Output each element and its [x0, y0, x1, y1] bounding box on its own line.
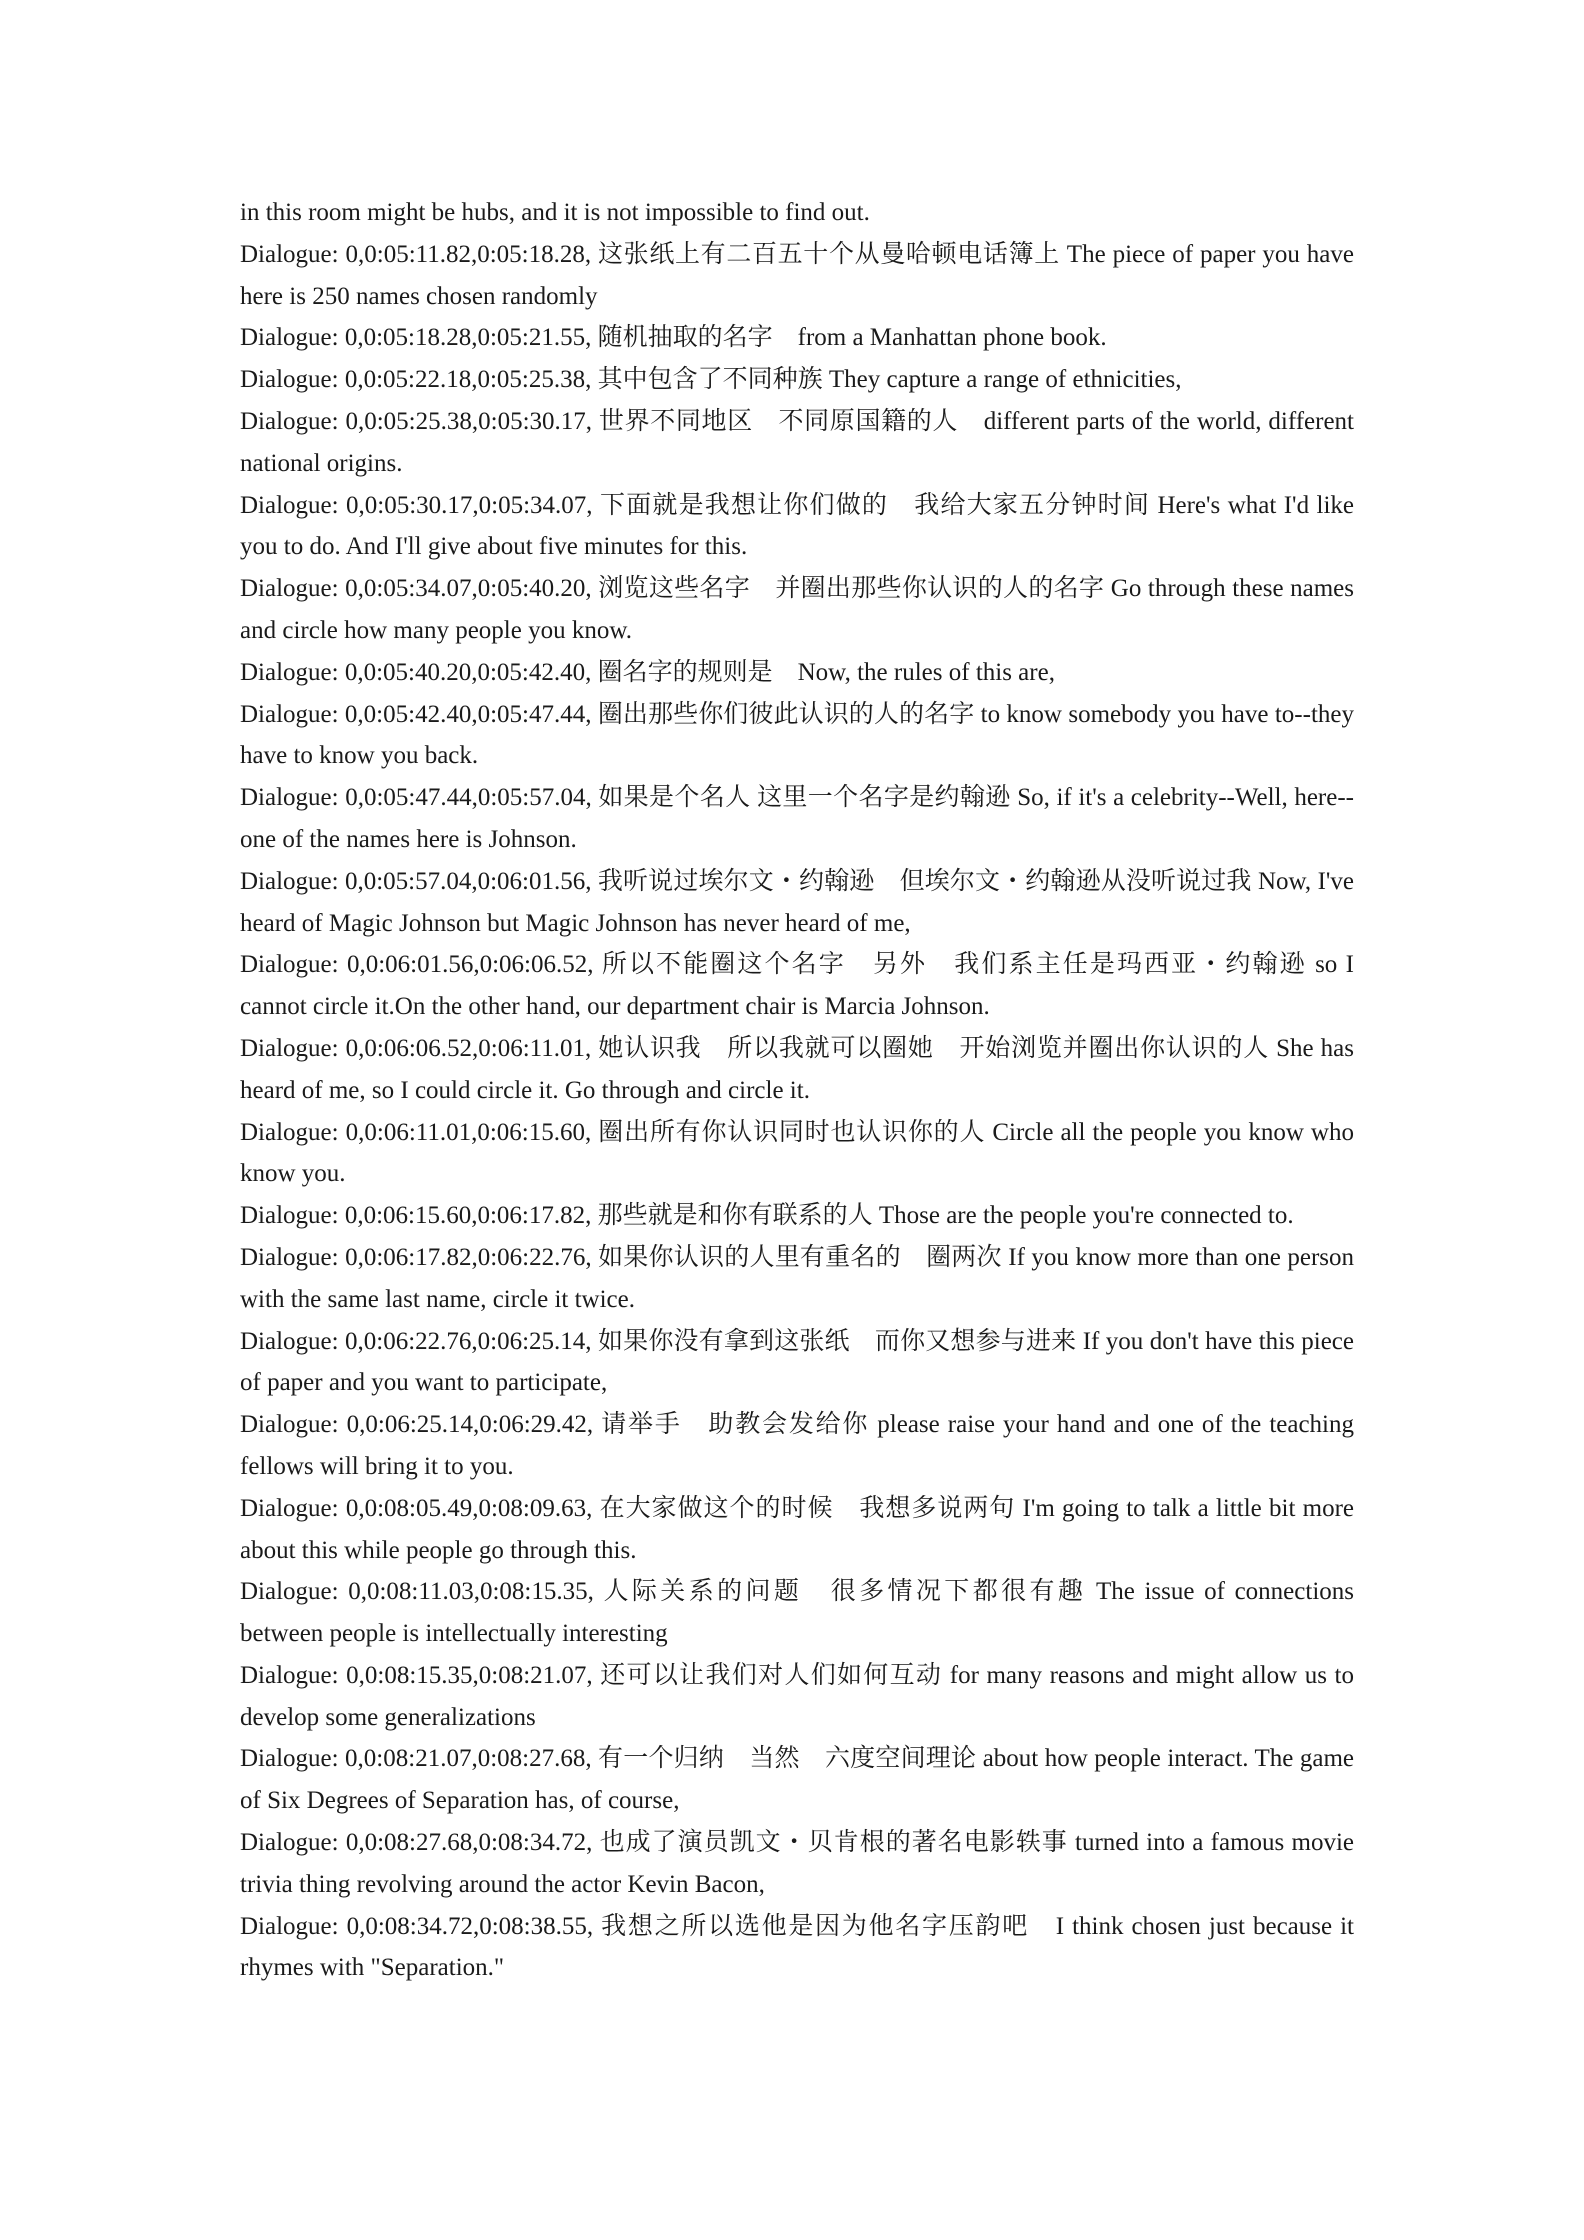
dialogue-line: Dialogue: 0,0:08:11.03,0:08:15.35, 人际关系的问题 很多情况下都很有趣 The issue of connections between people is intellectually interesting: [240, 1578, 1354, 1648]
dialogue-line: Dialogue: 0,0:05:30.17,0:05:34.07, 下面就是我想让你们做的 我给大家五分钟时间 Here's what I'd like you to do. And I'll give about five minutes for this.: [240, 491, 1354, 561]
dialogue-line: Dialogue: 0,0:08:27.68,0:08:34.72, 也成了演员凯文・贝肯根的著名电影轶事 turned into a famous movie trivia thing revolving around the actor Kevin Bacon,: [240, 1829, 1354, 1898]
dialogue-line: Dialogue: 0,0:05:40.20,0:05:42.40, 圈名字的规则是 Now, the rules of this are,: [240, 658, 1055, 686]
dialogue-line: Dialogue: 0,0:06:06.52,0:06:11.01, 她认识我 所以我就可以圈她 开始浏览并圈出你认识的人 She has heard of me, so I could circle it. Go through and circle it.: [240, 1034, 1354, 1104]
dialogue-line: Dialogue: 0,0:06:25.14,0:06:29.42, 请举手 助教会发给你 please raise your hand and one of the teaching fellows will bring it to you.: [240, 1411, 1354, 1480]
dialogue-line: Dialogue: 0,0:06:01.56,0:06:06.52, 所以不能圈这个名字 另外 我们系主任是玛西亚・约翰逊 so I cannot circle it.On the other hand, our department chair is Marcia Johnson.: [240, 951, 1354, 1021]
dialogue-line: Dialogue: 0,0:06:17.82,0:06:22.76, 如果你认识的人里有重名的 圈两次 If you know more than one person with the same last name, circle it twice.: [240, 1243, 1354, 1313]
dialogue-line: Dialogue: 0,0:05:11.82,0:05:18.28, 这张纸上有二百五十个从曼哈顿电话簿上 The piece of paper you have here is 250 names chosen randomly: [240, 240, 1354, 310]
text-line: in this room might be hubs, and it is not impossible to find out.: [240, 199, 870, 226]
dialogue-line: Dialogue: 0,0:05:57.04,0:06:01.56, 我听说过埃尔文・约翰逊 但埃尔文・约翰逊从没听说过我 Now, I've heard of Magic Johnson but Magic Johnson has never heard of me,: [240, 867, 1354, 937]
dialogue-line: Dialogue: 0,0:08:34.72,0:08:38.55, 我想之所以选他是因为他名字压韵吧 I think chosen just because it rhymes with "Separation.": [240, 1912, 1354, 1982]
dialogue-line: Dialogue: 0,0:06:22.76,0:06:25.14, 如果你没有拿到这张纸 而你又想参与进来 If you don't have this piece of paper and you want to participate,: [240, 1327, 1354, 1397]
dialogue-line: Dialogue: 0,0:05:22.18,0:05:25.38, 其中包含了不同种族 They capture a range of ethnicities,: [240, 366, 1182, 394]
dialogue-line: Dialogue: 0,0:05:47.44,0:05:57.04, 如果是个名人 这里一个名字是约翰逊 So, if it's a celebrity--Well, here--one of the names here is Johnson.: [240, 784, 1354, 853]
dialogue-line: Dialogue: 0,0:05:34.07,0:05:40.20, 浏览这些名字 并圈出那些你认识的人的名字 Go through these names and circle how many people you know.: [240, 575, 1354, 644]
dialogue-line: Dialogue: 0,0:08:21.07,0:08:27.68, 有一个归纳 当然 六度空间理论 about how people interact. The game of Six Degrees of Separation has, of course,: [240, 1745, 1354, 1815]
dialogue-line: Dialogue: 0,0:08:05.49,0:08:09.63, 在大家做这个的时候 我想多说两句 I'm going to talk a little bit more about this while people go through this.: [240, 1494, 1354, 1564]
dialogue-line: Dialogue: 0,0:05:18.28,0:05:21.55, 随机抽取的名字 from a Manhattan phone book.: [240, 324, 1107, 352]
document-page: [240, 192, 1354, 1989]
dialogue-line: Dialogue: 0,0:05:42.40,0:05:47.44, 圈出那些你们彼此认识的人的名字 to know somebody you have to--they have to know you back.: [240, 700, 1354, 770]
dialogue-line: Dialogue: 0,0:06:15.60,0:06:17.82, 那些就是和你有联系的人 Those are the people you're connected to.: [240, 1202, 1294, 1230]
dialogue-line: Dialogue: 0,0:05:25.38,0:05:30.17, 世界不同地区 不同原国籍的人 different parts of the world, different national origins.: [240, 407, 1354, 477]
dialogue-line: Dialogue: 0,0:06:11.01,0:06:15.60, 圈出所有你认识同时也认识你的人 Circle all the people you know who know you.: [240, 1118, 1354, 1188]
dialogue-line: Dialogue: 0,0:08:15.35,0:08:21.07, 还可以让我们对人们如何互动 for many reasons and might allow us to develop some generalizations: [240, 1661, 1354, 1731]
